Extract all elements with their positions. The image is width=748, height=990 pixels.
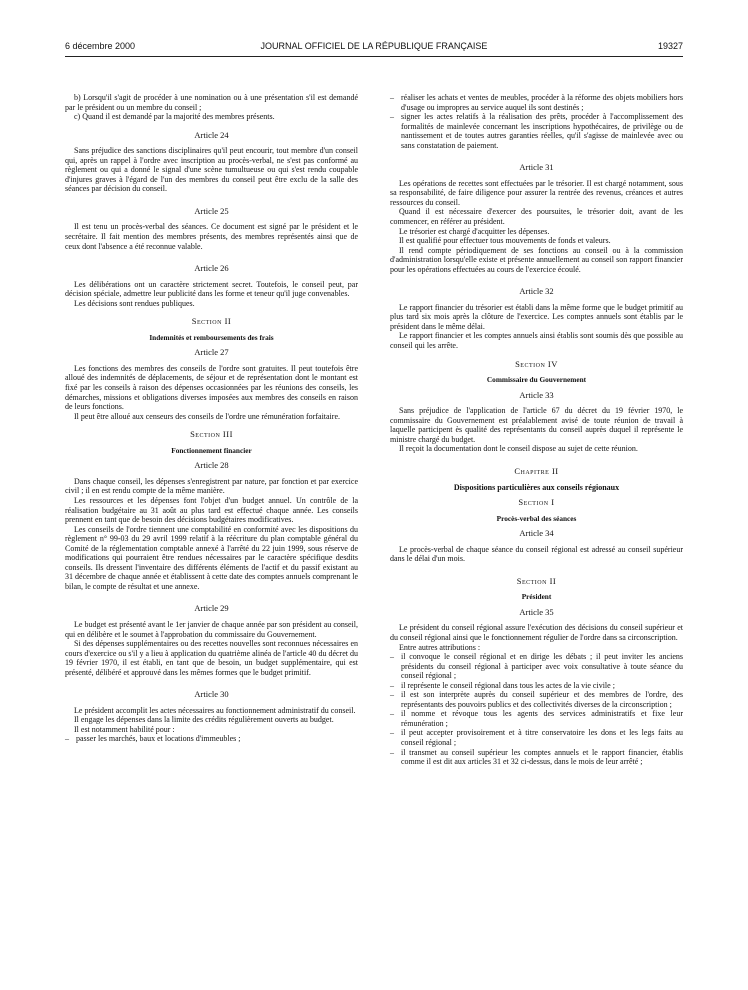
article-34-title: Article 34 bbox=[519, 528, 554, 539]
list-item: – il est son interprète auprès du conseil supérieur et des membres de l'ordre, des représentants des pouvoirs publics et des collectivités diverses de la circonscription ; bbox=[390, 690, 683, 709]
header-rule bbox=[65, 56, 683, 57]
page-header bbox=[65, 41, 683, 55]
article-33-title: Article 33 bbox=[519, 389, 554, 400]
paragraph: b) Lorsqu'il s'agit de procéder à une nomination ou à une présentation s'il est demandé par le président ou un membre du conseil ; bbox=[65, 93, 358, 112]
paragraph: Si des dépenses supplémentaires ou des recettes nouvelles sont reconnues nécessaires en cours d'exercice ou s'il y a lieu à application du quatrième alinéa de l'article 40 du décret du 19 février 1970, il est établi, en tant que de besoin, un budget supplémentaire, qui est présenté, délibéré et approuvé dans les mêmes formes que le budget primitif. bbox=[65, 639, 358, 677]
left-column bbox=[65, 93, 358, 744]
section-2-title: Section II bbox=[191, 316, 232, 327]
paragraph: Il reçoit la documentation dont le conseil dispose au sujet de cette réunion. bbox=[399, 444, 638, 454]
list-item: – il nomme et révoque tous les agents des services administratifs et fixe leur rémunération ; bbox=[390, 709, 683, 728]
paragraph: Il rend compte périodiquement de ses fonctions au conseil ou à la commission d'administration lorsqu'elle existe et présente annuellement au conseil son rapport financier pour les opérations effectuées au cours de l'exercice écoulé. bbox=[390, 245, 683, 274]
list-item: – passer les marchés, baux et locations d'immeubles ; bbox=[65, 734, 358, 744]
article-30-title: Article 30 bbox=[194, 689, 229, 700]
paragraph: Il est tenu un procès-verbal des séances. Ce document est signé par le président et le secrétaire. Il fait mention des membres présents, des membres représentés ainsi que de ceux dont l'absence a été reconnue valable. bbox=[65, 222, 358, 251]
paragraph: Il est notamment habilité pour : bbox=[74, 724, 175, 734]
right-column bbox=[390, 93, 683, 767]
section-2-president-title: Section II bbox=[516, 575, 557, 586]
section-3-title: Section III bbox=[190, 429, 233, 440]
section-3-subtitle: Fonctionnement financier bbox=[171, 445, 252, 455]
section-1-subtitle: Procès-verbal des séances bbox=[496, 513, 577, 523]
paragraph: Les conseils de l'ordre tiennent une comptabilité en conformité avec les dispositions du règlement n° 99-03 du 29 avril 1999 relatif à la réécriture du plan comptable général du Comité de la réglementation comptable annexé à l'arrêté du 22 juin 1999, sous réserve de modifications qui pourraient être rendues nécessaires par le caractère spécifique desdits conseils. Ils dressent l'inventaire des différents éléments de l'actif et du passif existant au 31 décembre de chaque année et établissent à cette date des comptes annuels comprenant le bilan, le compte de résultat et une annexe. bbox=[65, 524, 358, 591]
chapter-2-title: Chapitre II bbox=[514, 465, 559, 476]
paragraph: Il engage les dépenses dans la limite des crédits régulièrement ouverts au budget. bbox=[74, 715, 334, 725]
paragraph: Le rapport financier et les comptes annuels ainsi établis sont soumis dès que possible au conseil qui les arrête. bbox=[390, 331, 683, 351]
article-27-title: Article 27 bbox=[194, 347, 229, 358]
list-item: – réaliser les achats et ventes de meubles, procéder à la réforme des objets mobiliers hors d'usage ou impropres au service auquel ils sont destinés ; bbox=[390, 93, 683, 112]
section-4-title: Section IV bbox=[515, 358, 558, 369]
list-item: – il peut accepter provisoirement et à titre conservatoire les dons et les legs faits au conseil régional ; bbox=[390, 728, 683, 747]
paragraph: Il est qualifié pour effectuer tous mouvements de fonds et valeurs. bbox=[399, 236, 611, 246]
paragraph: Le rapport financier du trésorier est établi dans la même forme que le budget primitif au plus tard six mois après la clôture de l'exercice. Les comptes annuels sont établis par le président dans le même délai. bbox=[390, 302, 683, 331]
paragraph: Les décisions sont rendues publiques. bbox=[74, 298, 195, 308]
header-date: 6 décembre 2000 bbox=[65, 41, 136, 51]
header-journal-title: JOURNAL OFFICIEL DE LA RÉPUBLIQUE FRANÇAISE bbox=[260, 41, 488, 51]
paragraph: Les opérations de recettes sont effectuées par le trésorier. Il est chargé notamment, sous sa responsabilité, de faire diligence pour assurer la rentrée des revenus, créances et autres ressources du conseil. bbox=[390, 178, 683, 207]
paragraph: Sans préjudice de l'application de l'article 67 du décret du 19 février 1970, le commissaire du Gouvernement est préalablement avisé de toute réunion de travail à laquelle participent ès qualité des représentants du conseil auprès duquel il représente le ministre chargé du budget. bbox=[390, 406, 683, 444]
header-page-number: 19327 bbox=[657, 41, 683, 51]
paragraph: Les délibérations ont un caractère strictement secret. Toutefois, le conseil peut, par décision spéciale, admettre leur publicité dans les forme et teneur qu'il juge convenables. bbox=[65, 279, 358, 299]
article-25-title: Article 25 bbox=[194, 205, 229, 216]
article-31-title: Article 31 bbox=[519, 162, 554, 173]
section-2-subtitle: Indemnités et remboursements des frais bbox=[149, 332, 274, 342]
article-26-title: Article 26 bbox=[194, 263, 229, 274]
paragraph: Quand il est nécessaire d'exercer des poursuites, le trésorier doit, avant de les commencer, en référer au président. bbox=[390, 207, 683, 227]
paragraph: Le président du conseil régional assure l'exécution des décisions du conseil supérieur et du conseil régional ainsi que le fonctionnement régulier de l'ordre dans sa circonscription. bbox=[390, 623, 683, 642]
list-item: – il convoque le conseil régional et en dirige les débats ; il peut inviter les anciens présidents du conseil régional à participer avec voix consultative à toute séance du conseil régional ; bbox=[390, 652, 683, 681]
paragraph: Dans chaque conseil, les dépenses s'enregistrent par nature, par fonction et par exercice civil ; il en est rendu compte de la même manière. bbox=[65, 476, 358, 496]
paragraph: Le procès-verbal de chaque séance du conseil régional est adressé au conseil supérieur dans le délai d'un mois. bbox=[390, 544, 683, 564]
chapter-2-subtitle: Dispositions particulières aux conseils régionaux bbox=[453, 482, 620, 492]
paragraph: Le budget est présenté avant le 1er janvier de chaque année par son président au conseil, qui en délibère et le soumet à l'approbation du commissaire du Gouvernement. bbox=[65, 619, 358, 639]
paragraph: Il peut être alloué aux censeurs des conseils de l'ordre une rémunération forfaitaire. bbox=[74, 411, 340, 421]
list-item: – il transmet au conseil supérieur les comptes annuels et le rapport financier, établis comme il est dit aux articles 31 et 32 ci-dessus, dans le mois de leur arrêté ; bbox=[390, 748, 683, 767]
list-item: – signer les actes relatifs à la réalisation des prêts, procéder à l'accomplissement des formalités de mainlevée concernant les inscriptions hypothécaires, de privilège ou de nantissement et de toutes autres garanties réelles, qu'il s'agisse de mainlevée avec ou sans constatation de paiement. bbox=[390, 112, 683, 150]
section-1-title: Section I bbox=[518, 497, 555, 508]
paragraph: Le trésorier est chargé d'acquitter les dépenses. bbox=[399, 226, 550, 236]
article-35-title: Article 35 bbox=[519, 606, 554, 617]
article-24-title: Article 24 bbox=[194, 129, 229, 140]
section-4-subtitle: Commissaire du Gouvernement bbox=[486, 375, 587, 385]
section-2-president-subtitle: Président bbox=[521, 592, 552, 602]
paragraph: c) Quand il est demandé par la majorité des membres présents. bbox=[74, 112, 275, 122]
article-32-title: Article 32 bbox=[519, 286, 554, 297]
paragraph: Les ressources et les dépenses font l'objet d'un budget annuel. Un contrôle de la réalisation budgétaire au 31 août au plus tard est effectué chaque année. Les conseils prennent en tant que de besoin des décisions budgétaires modificatives. bbox=[65, 495, 358, 525]
paragraph: Les fonctions des membres des conseils de l'ordre sont gratuites. Il peut toutefois être alloué des indemnités de déplacements, de séjour et de représentation dont le montant est fixé par les conseils à raison des dépenses occasionnées par les réunions des conseils, les démarches, missions et obligations diverses imposées aux membres des conseils en raison de leurs fonctions. bbox=[65, 363, 358, 412]
paragraph: Entre autres attributions : bbox=[399, 642, 481, 652]
paragraph: Sans préjudice des sanctions disciplinaires qu'il peut encourir, tout membre d'un conseil qui, après un rappel à l'ordre avec inscription au procès-verbal, ne s'est pas conformé au règlement ou qui a donné le signal d'une scène tumultueuse ou qui s'est rendu coupable d'injures graves à l'égard de l'un des membres du conseil peut être exclu de la salle des séances par décision du conseil. bbox=[65, 146, 358, 194]
paragraph: Le président accomplit les actes nécessaires au fonctionnement administratif du conseil. bbox=[74, 705, 356, 715]
list-item: – il représente le conseil régional dans tous les actes de la vie civile ; bbox=[390, 681, 683, 691]
article-29-title: Article 29 bbox=[194, 603, 229, 614]
article-28-title: Article 28 bbox=[194, 460, 229, 471]
